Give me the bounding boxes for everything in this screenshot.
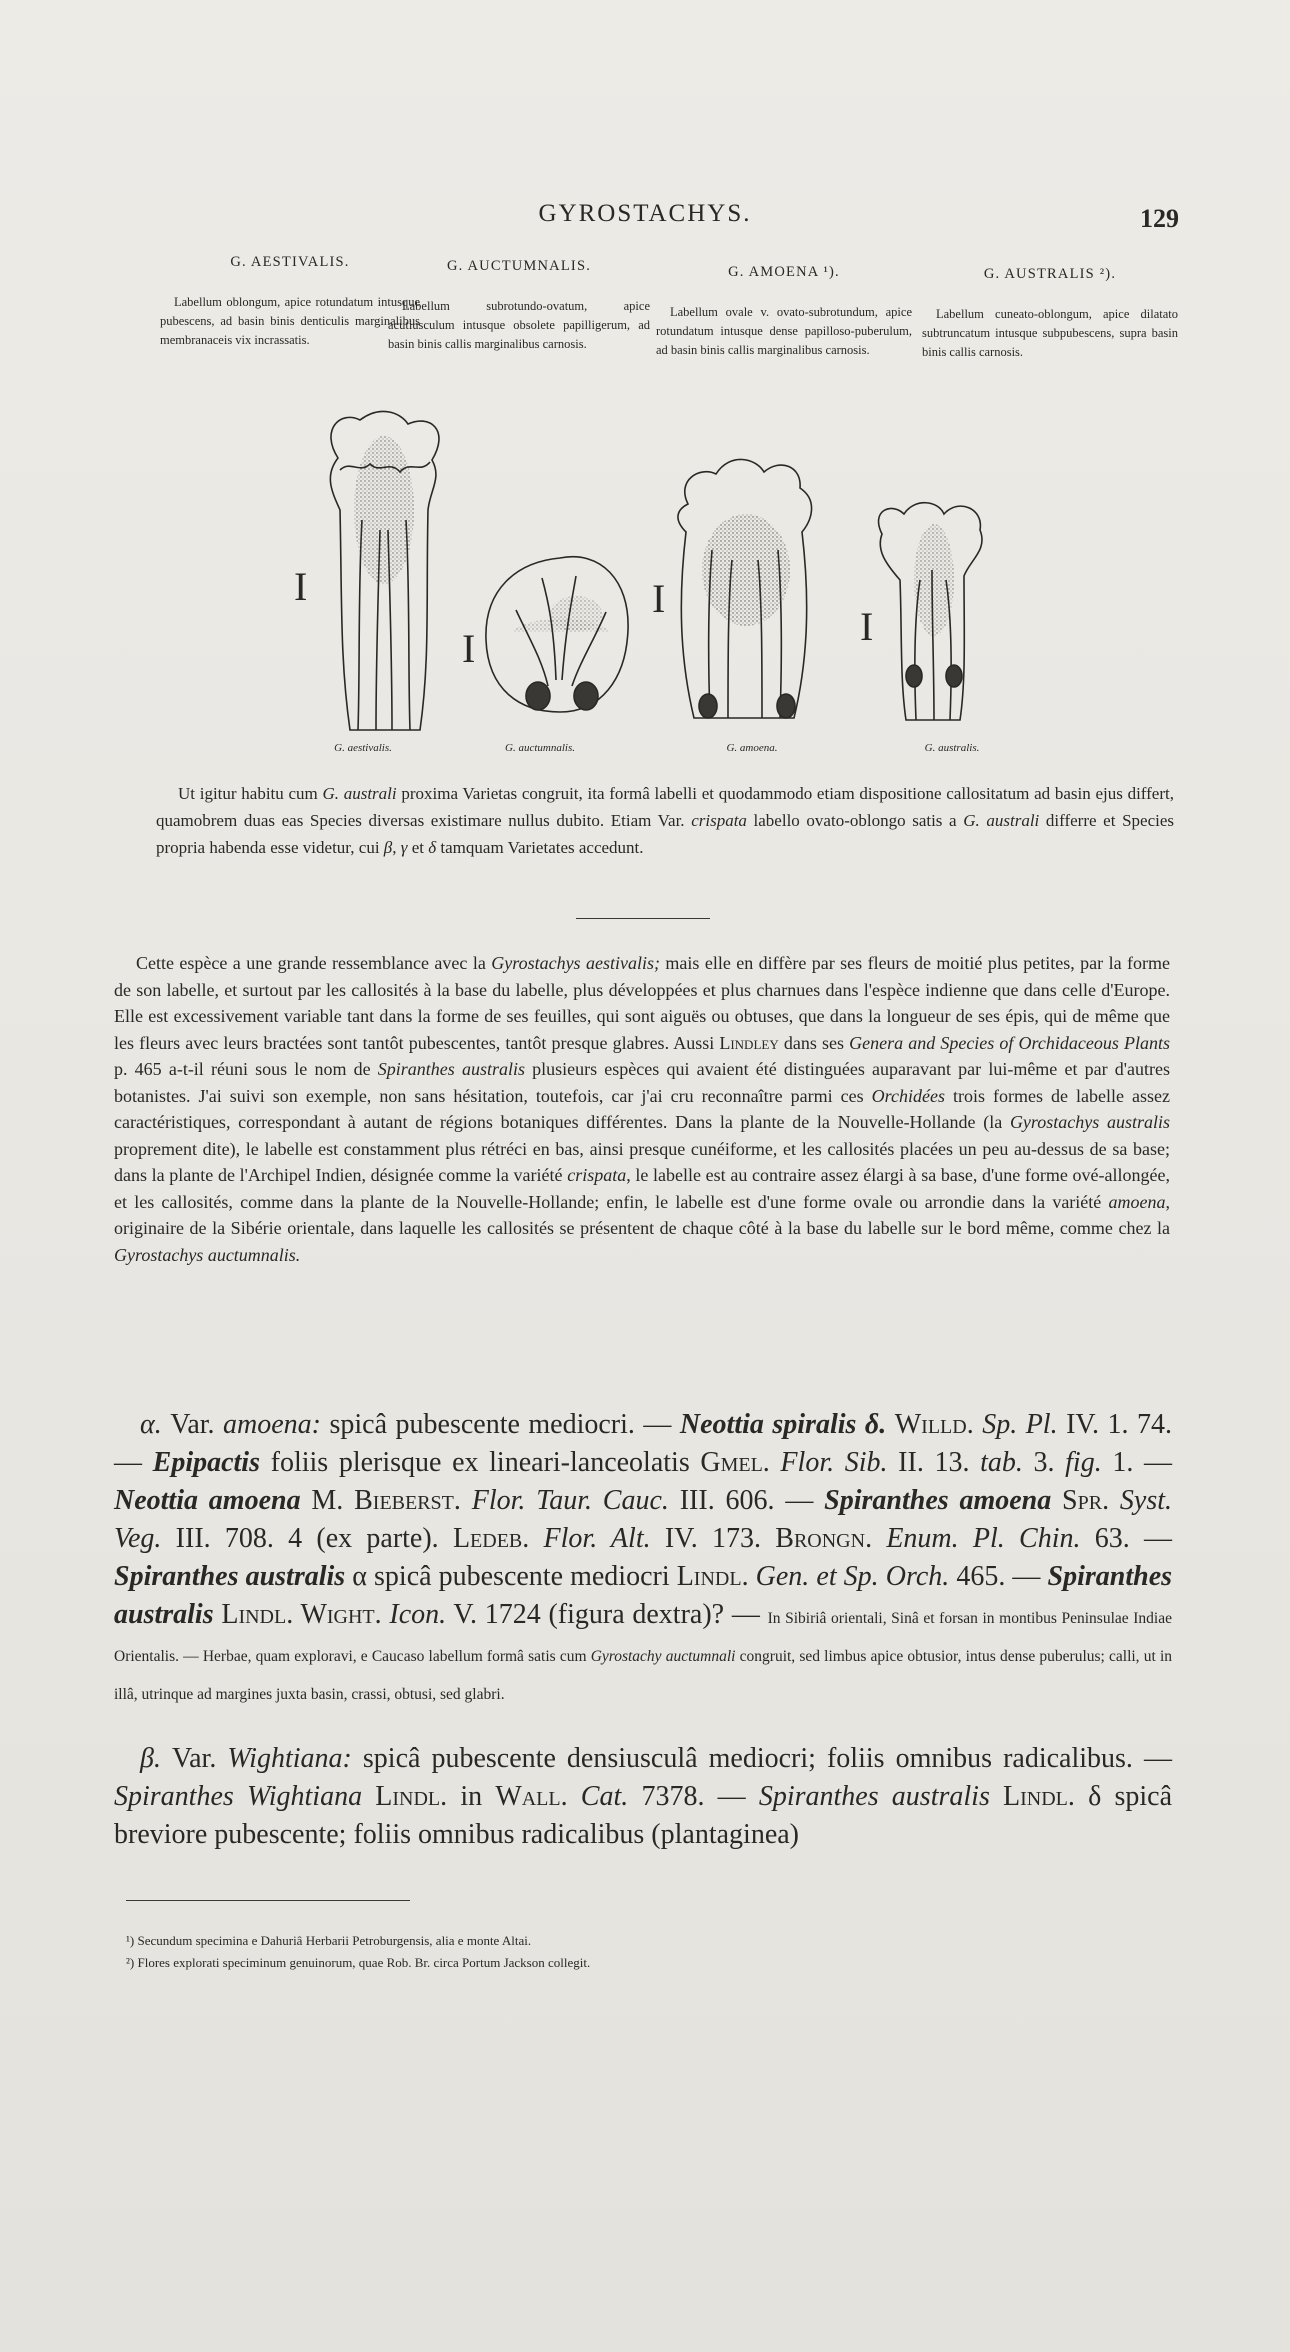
species-heading: G. AUCTUMNALIS. [446, 258, 592, 274]
taxon-name: Gyrostachys aestivalis; [491, 953, 660, 973]
taxon-name: Neottia amoena [114, 1485, 301, 1516]
footnotes [126, 1930, 1026, 1974]
text-run: tab. [980, 1447, 1023, 1478]
species-heading: G. AUSTRALIS ²). [983, 266, 1117, 282]
text-run: proxima Varietas congruit, ita formâ labelli et quodammodo etiam dispositione callositatum ad basin ejus differt, quamobrem duas eas Species diversas existimare nullus dubito. Etiam Var. [156, 784, 1174, 830]
text-run: , originaire de la Sibérie orientale, dans laquelle les callosités se présentent de chaque côté à la base du labelle sur le bord même, comme chez la [114, 1191, 1170, 1238]
text-run: fig. [1065, 1447, 1102, 1478]
text-run: foliis plerisque ex lineari-lanceolatis [259, 1447, 701, 1478]
figure-mark: I [462, 626, 476, 671]
text-run: 1. — [1101, 1447, 1172, 1478]
text-run: Var. [161, 1409, 224, 1440]
taxon-name: G. australi [963, 811, 1040, 830]
variety-letter: β. [140, 1743, 161, 1774]
running-title: GYROSTACHYS. [538, 200, 752, 227]
author-name: Lindl. Wight. [213, 1599, 382, 1630]
footnote: ²) Flores explorati speciminum genuinorum, quae Rob. Br. circa Portum Jackson collegit. [126, 1955, 591, 1970]
variety-letter: α. [140, 1409, 162, 1440]
amoena-labellum-drawing [678, 459, 812, 718]
text-run: spicâ pubescente mediocri. — [321, 1409, 680, 1440]
text-run: Var. [160, 1743, 228, 1774]
text-run: α spicâ pubescente mediocri [345, 1561, 677, 1592]
taxon-name: Spiranthes amoena [824, 1485, 1052, 1516]
footnote-divider [126, 1900, 410, 1901]
author-name: Lindl. [676, 1561, 749, 1592]
variety-beta-paragraph [114, 1740, 1172, 1854]
taxon-name: Epipactis [152, 1447, 260, 1478]
work-title: Genera and Species of Orchidaceous Plants [849, 1032, 1170, 1053]
author-name: Willd. [886, 1409, 974, 1440]
text-run: plusieurs espèces qui avaient été distinguées auparavant par lui-même et par d'autres botanistes. J'ai suivi son exemple, non sans hésitation, toutefois, car j'ai cru reconnaître parmi ces [114, 1059, 1170, 1106]
habitat-note: In Sibiriâ orientali, Sinâ et forsan in montibus Peninsulae Indiae Orientalis. — Herbae, quam exploravi, e Caucaso labellum formâ satis cum [114, 1610, 1172, 1665]
text-run: 465. — [949, 1561, 1048, 1592]
work-title: Icon. [381, 1599, 447, 1630]
work-title: Flor. Taur. Cauc. [460, 1485, 669, 1516]
author-name: Lindl. [362, 1781, 448, 1812]
taxon-name: crispata [691, 811, 747, 830]
species-column-aestivalis [160, 254, 420, 350]
text-run: differre et Species propria habenda esse videtur, cui [156, 811, 1174, 857]
text-run: , le labelle est au contraire assez élargi à sa base, d'une forme ové-allongée, et les callosités, comme dans la plante de la Nouvelle-Hollande; enfin, le labelle est d'une forme ovale ou arrondie dans la variété [114, 1165, 1170, 1212]
variety-name: amoena: [223, 1409, 321, 1440]
taxon-name: Gyrostachys auctumnalis. [114, 1244, 301, 1265]
text-run: p. 465 a-t-il réuni sous le nom de [114, 1059, 378, 1079]
taxon-name: Spiranthes australis [114, 1561, 346, 1592]
text-run: M. [300, 1485, 355, 1516]
greek-letter: β [383, 838, 393, 857]
text-run: in [447, 1781, 496, 1812]
species-column-amoena [656, 264, 912, 360]
taxon-name: Spiranthes Wightiana [114, 1781, 363, 1812]
text-run: trois formes de labelle assez caractéristiques, correspondant à autant de régions botaniques différentes. Dans la plante de la Nouvelle-Hollande (la [114, 1085, 1171, 1132]
taxon-name: Orchidées [871, 1085, 945, 1106]
figure-mark: I [294, 564, 308, 609]
french-commentary-paragraph [114, 950, 1170, 1268]
text-run: 7378. — [628, 1781, 759, 1812]
taxon-name: Spiranthes australis [377, 1059, 525, 1079]
text-run: , [392, 838, 401, 857]
text-run: et [407, 838, 429, 857]
text-run: III. 708. 4 (ex parte). [161, 1523, 453, 1554]
author-name: Wall. [495, 1781, 568, 1812]
australis-labellum-drawing [879, 503, 982, 720]
taxon-name: G. australi [322, 784, 397, 803]
work-title: Enum. Pl. Chin. [872, 1523, 1081, 1554]
author-name: Spr. [1051, 1485, 1110, 1516]
text-run: tamquam Varietates accedunt. [436, 838, 644, 857]
species-description: Labellum cuneato-oblongum, apice dilatato subtruncatum intusque subpubescens, supra basin binis callis carnosis. [922, 307, 1178, 359]
footnote: ¹) Secundum specimina e Dahuriâ Herbarii Petroburgensis, alia e monte Altai. [126, 1933, 532, 1948]
author-name: Lindl. [989, 1781, 1075, 1812]
text-run: labello ovato-oblongo satis a [746, 811, 964, 830]
text-run: 63. — [1080, 1523, 1172, 1554]
text-run: IV. 173. [650, 1523, 776, 1554]
work-title: Cat. [567, 1781, 629, 1812]
species-description: Labellum subrotundo-ovatum, apice acutiusculum intusque obsolete papilligerum, ad basin binis callis marginalibus carnosis. [388, 299, 650, 351]
author-name: Lindley [719, 1032, 779, 1053]
species-column-auctumnalis [388, 258, 650, 354]
text-run: IV. 1. 74. — [114, 1409, 1173, 1478]
text-run: δ spicâ breviore pubescente; foliis omnibus radicalibus (plantaginea) [114, 1781, 1173, 1850]
taxon-name: Spiranthes australis [758, 1781, 990, 1812]
author-name: Ledeb. [452, 1523, 530, 1554]
habitat-note: congruit, sed limbus apice obtusior, intus dense puberulus; calli, ut in illâ, utrinque ad margines juxta basin, crassi, obtusi, sed glabri. [114, 1648, 1173, 1703]
figure-captions [290, 742, 1010, 762]
text-run: II. 13. [887, 1447, 981, 1478]
figure-caption: G. amoena. [726, 742, 778, 754]
figure-caption: G. australis. [924, 742, 980, 754]
taxon-name: amoena [1108, 1191, 1166, 1212]
text-run: Cette espèce a une grande ressemblance avec la [136, 953, 492, 973]
text-run: 3. [1022, 1447, 1066, 1478]
species-column-australis [922, 266, 1178, 362]
taxon-name: Spiranthes australis [114, 1561, 1173, 1630]
page-number: 129 [1140, 204, 1179, 233]
work-title: Sp. Pl. [973, 1409, 1058, 1440]
aestivalis-labellum-drawing [330, 411, 439, 730]
figure-caption: G. aestivalis. [334, 742, 392, 754]
labellum-figures [280, 400, 1020, 770]
work-title: Flor. Sib. [769, 1447, 888, 1478]
greek-letter: γ [400, 838, 408, 857]
text-run: mais elle en diffère par ses fleurs de moitié plus petites, par la forme de son labelle, et surtout par les callosités à la base du labelle, plus développées et plus charnues dans l'espèce indienne que dans celle d'Europe. Elle est excessivement variable tant dans la forme de ses feuilles, qui sont aiguës ou obtuses, que dans la longueur de ses épis, qui de même que les fleurs avec leurs bractées sont tantôt pubescentes, tantôt presque glabres. Aussi [114, 953, 1170, 1053]
auctumnalis-labellum-drawing [486, 557, 628, 712]
section-divider [576, 918, 710, 919]
species-heading: G. AMOENA ¹). [728, 264, 840, 280]
variety-name: Wightiana: [227, 1743, 352, 1774]
author-name: Gmel. [700, 1447, 770, 1478]
author-name: Bieberst. [354, 1485, 461, 1516]
text-run: III. 606. — [668, 1485, 825, 1516]
work-title: Flor. Alt. [529, 1523, 651, 1554]
work-title: Gen. et Sp. Orch. [748, 1561, 950, 1592]
figure-caption: G. auctumnalis. [505, 742, 575, 754]
figure-mark: I [860, 604, 874, 649]
species-heading: G. AESTIVALIS. [230, 254, 350, 270]
latin-note-paragraph [156, 780, 1174, 861]
taxon-name: Gyrostachys australis [1009, 1112, 1170, 1132]
figure-mark: I [652, 576, 666, 621]
figure-plate [280, 400, 1020, 770]
species-description: Labellum oblongum, apice rotundatum intusque pubescens, ad basin binis denticulis marginalibus membranaceis vix incrassatis. [160, 295, 420, 347]
taxon-name: crispata [567, 1165, 627, 1185]
taxon-name: Neottia spiralis δ. [679, 1409, 887, 1440]
text-run: Ut igitur habitu cum [178, 784, 323, 803]
text-run: V. 1724 (figura dextra)? — [446, 1599, 768, 1630]
text-run: proprement dite), le labelle est constamment plus rétréci en bas, ainsi presque cunéiforme, et les callosités placées un peu au-dessus de sa base; dans la plante de l'Archipel Indien, désignée comme la variété [114, 1138, 1170, 1185]
variety-alpha-paragraph [114, 1406, 1172, 1710]
author-name: Brongn. [775, 1523, 873, 1554]
work-title: Syst. Veg. [114, 1485, 1173, 1554]
text-run: spicâ pubescente densiusculâ mediocri; foliis omnibus radicalibus. — [351, 1743, 1172, 1774]
species-description: Labellum ovale v. ovato-subrotundum, apice rotundatum intusque dense papilloso-puberulum, ad basin binis callis marginalibus carnosis. [656, 305, 912, 357]
greek-letter: δ [428, 838, 437, 857]
text-run: dans ses [778, 1032, 850, 1053]
taxon-name: Gyrostachy auctumnali [590, 1648, 736, 1665]
